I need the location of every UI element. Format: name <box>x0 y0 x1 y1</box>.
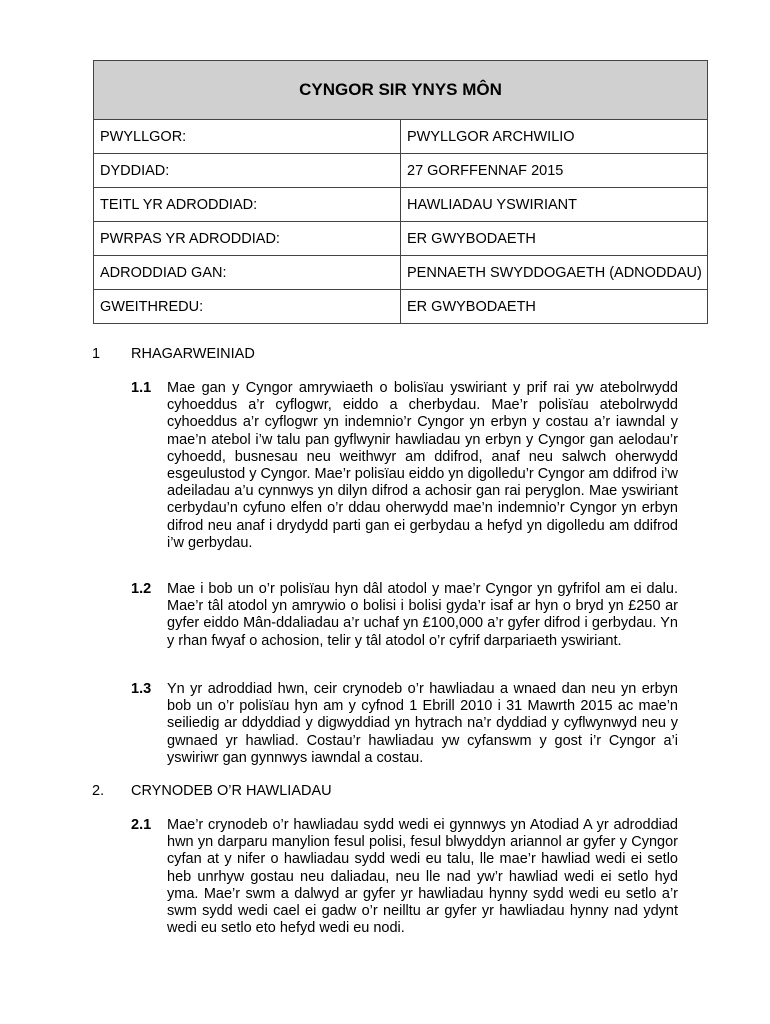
section-number: 2. <box>92 783 105 799</box>
header-row-author <box>94 256 708 290</box>
header-value: HAWLIADAU YSWIRIANT <box>401 188 708 222</box>
paragraph-number: 2.1 <box>131 817 152 833</box>
header-label: PWYLLGOR: <box>94 120 401 154</box>
paragraph-number: 1.3 <box>131 681 152 697</box>
header-row-committee <box>94 120 708 154</box>
header-row-date <box>94 154 708 188</box>
paragraph-text: Mae’r crynodeb o’r hawliadau sydd wedi ei gynnwys yn Atodiad A yr adroddiad hwn yn darparu manylion fesul polisi, fesul blwyddyn ariannol ar gyfer y Cyngor cyfan at y nifer o hawliadau sydd wedi eu talu, lle mae’r hawliad wedi ei setlo heb unrhyw gostau neu daliadau, neu lle nad yw’r hawliad wedi ei setlo hyd yma. Mae’r swm a dalwyd ar gyfer yr hawliadau hynny sydd wedi eu setlo a’r swm sydd wedi cael ei gadw o’r neilltu ar gyfer yr hawliadau hynny nad ydynt wedi eu setlo eto hefyd wedi eu nodi. <box>167 817 678 937</box>
paragraph-number: 1.1 <box>131 380 152 396</box>
paragraph-number: 1.2 <box>131 581 152 597</box>
header-value: PENNAETH SWYDDOGAETH (ADNODDAU) <box>401 256 708 290</box>
report-header-table <box>93 60 708 324</box>
header-value: ER GWYBODAETH <box>401 290 708 324</box>
section-title: CRYNODEB O’R HAWLIADAU <box>131 783 332 799</box>
paragraph-text: Mae i bob un o’r polisïau hyn dâl atodol y mae’r Cyngor yn gyfrifol am ei dalu. Mae’r tâl atodol yn amrywio o bolisi i bolisi gyda’r isaf ar hyn o bryd yn £250 ar gyfer eiddo Mân-ddaliadau a’r uchaf yn £100,000 a’r gyfer difrod i gerbydau. Yn y rhan fwyaf o achosion, telir y tâl atodol o’r cyfrif darpariaeth yswiriant. <box>167 581 678 649</box>
section-number: 1 <box>92 346 101 362</box>
header-value: PWYLLGOR ARCHWILIO <box>401 120 708 154</box>
section-title: RHAGARWEINIAD <box>131 346 255 362</box>
header-label: ADRODDIAD GAN: <box>94 256 401 290</box>
header-label: DYDDIAD: <box>94 154 401 188</box>
header-label: GWEITHREDU: <box>94 290 401 324</box>
council-title: CYNGOR SIR YNYS MÔN <box>94 61 708 120</box>
header-row-action <box>94 290 708 324</box>
header-row-purpose <box>94 222 708 256</box>
header-row-report-title <box>94 188 708 222</box>
header-label: PWRPAS YR ADRODDIAD: <box>94 222 401 256</box>
header-label: TEITL YR ADRODDIAD: <box>94 188 401 222</box>
paragraph-text: Mae gan y Cyngor amrywiaeth o bolisïau yswiriant y prif rai yw atebolrwydd cyhoeddus a’r cyflogwr, eiddo a cherbydau. Mae’r polisïau atebolrwydd cyhoeddus a’r cyflogwr yn indemnio’r Cyngor yn erbyn y costau a’r iawndal y mae’n atebol i’w talu pan gyflwynir hawliadau yn erbyn y Cyngor gan aelodau’r cyhoedd, busnesau neu weithwyr am ddifrod, anaf neu salwch oherwydd esgeulustod y Cyngor. Mae’r polisïau eiddo yn digolledu’r Cyngor am ddifrod i’w adeiladau a’u cynnwys yn dilyn difrod a achosir gan rai peryglon. Mae yswiriant cerbydau’n cyfuno elfen o’r ddau oherwydd mae’n indemnio’r Cyngor yn erbyn difrod neu anaf i drydydd parti gan ei gerbydau a hefyd yn digolledu am ddifrod i’w gerbydau. <box>167 380 678 551</box>
header-value: ER GWYBODAETH <box>401 222 708 256</box>
header-value: 27 GORFFENNAF 2015 <box>401 154 708 188</box>
paragraph-text: Yn yr adroddiad hwn, ceir crynodeb o’r hawliadau a wnaed dan neu yn erbyn bob un o’r polisïau hyn am y cyfnod 1 Ebrill 2010 i 31 Mawrth 2015 ac mae’n seiliedig ar ddyddiad y digwyddiad yn hytrach na’r dyddiad y cyflwynwyd neu y gwnaed yr hawliad. Costau’r hawliadau yw cyfanswm y gost i’r Cyngor a’i yswiriwr gan gynnwys iawndal a costau. <box>167 681 678 766</box>
